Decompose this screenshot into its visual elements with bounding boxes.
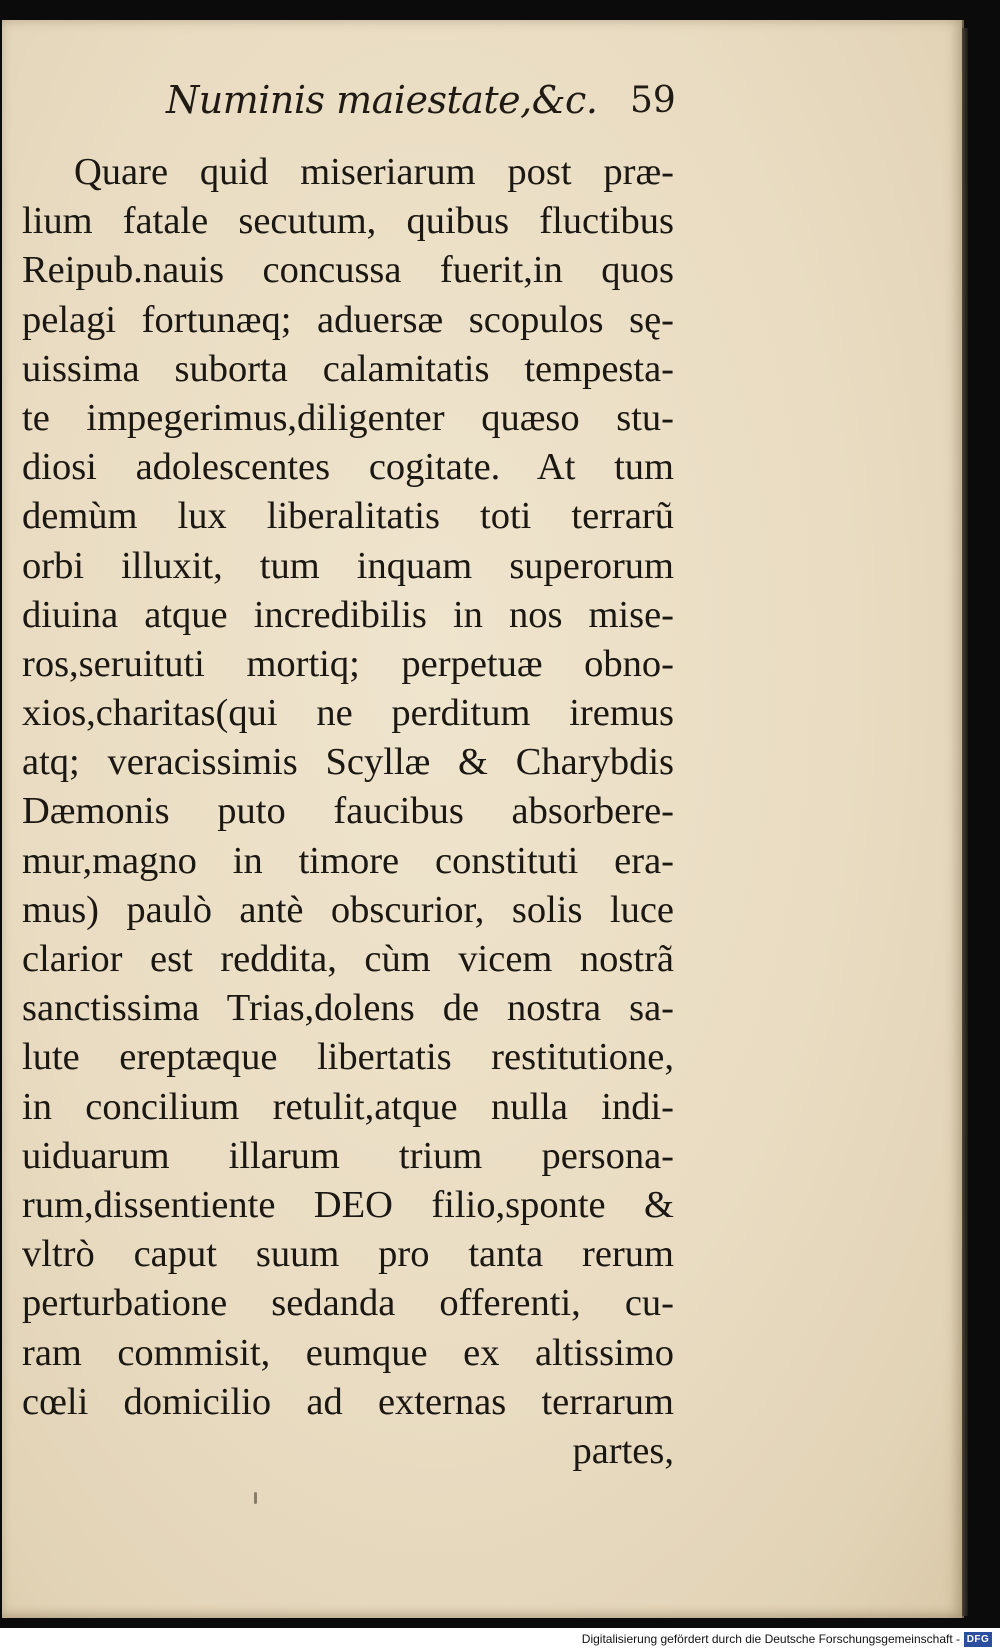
text-line: rum,dissentiente DEO filio,sponte & [22,1183,674,1226]
text-line: te impegerimus,diligenter quæso stu- [22,396,674,439]
text-line: atq; veracissimis Scyllæ & Charybdis [22,741,674,784]
text-line: uissima suborta calamitatis tempesta- [22,347,674,390]
text-line: perturbatione sedanda offerenti, cu- [22,1282,674,1325]
text-line: lute ereptæque libertatis restitutione, [22,1036,674,1079]
text-line: orbi illuxit, tum inquam superorum [22,544,674,587]
text-line: pelagi fortunæq; aduersæ scopulos sę- [22,298,674,341]
book-page [2,20,964,1618]
text-line: clarior est reddita, cùm vicem nostrã [22,938,674,980]
text-line: vltrò caput suum pro tanta rerum [22,1233,674,1276]
text-line: mus) paulò antè obscurior, solis luce [22,888,674,931]
dfg-logo-icon: DFG [964,1632,992,1647]
page-header [152,78,676,138]
ink-speck [254,1492,257,1504]
footer-bar [0,1628,1000,1652]
text-line: mur,magno in timore constituti era- [22,839,674,882]
text-line: diosi adolescentes cogitate. At tum [22,446,674,489]
text-line: Quare quid miseriarum post præ- [74,151,674,193]
page-edge-shadow [962,28,968,1616]
text-line: uiduarum illarum trium persona- [22,1134,674,1177]
text-line: ram commisit, eumque ex altissimo [22,1331,674,1374]
text-line: in concilium retulit,atque nulla indi- [22,1085,674,1128]
text-line: Dæmonis puto faucibus absorbere- [22,790,674,833]
page-number: 59 [630,80,676,121]
catchword: partes, [572,1429,674,1472]
text-line: demùm lux liberalitatis toti terrarũ [22,495,674,538]
text-line: Reipub.nauis concussa fuerit,in quos [22,249,674,292]
funding-credit: Digitalisierung gefördert durch die Deutsche Forschungsgemeinschaft - [581,1632,960,1646]
body-text [22,148,674,1476]
text-line: ros,seruituti mortiq; perpetuæ obno- [22,642,674,685]
running-title: Numinis maiestate,&c. [166,78,598,122]
text-line: lium fatale secutum, quibus fluctibus [22,200,674,243]
text-line: xios,charitas(qui ne perditum iremus [22,692,674,735]
text-line: sanctissima Trias,dolens de nostra sa- [22,987,674,1030]
text-line: diuina atque incredibilis in nos mise- [22,593,674,636]
text-line: cœli domicilio ad externas terrarum [22,1380,674,1423]
